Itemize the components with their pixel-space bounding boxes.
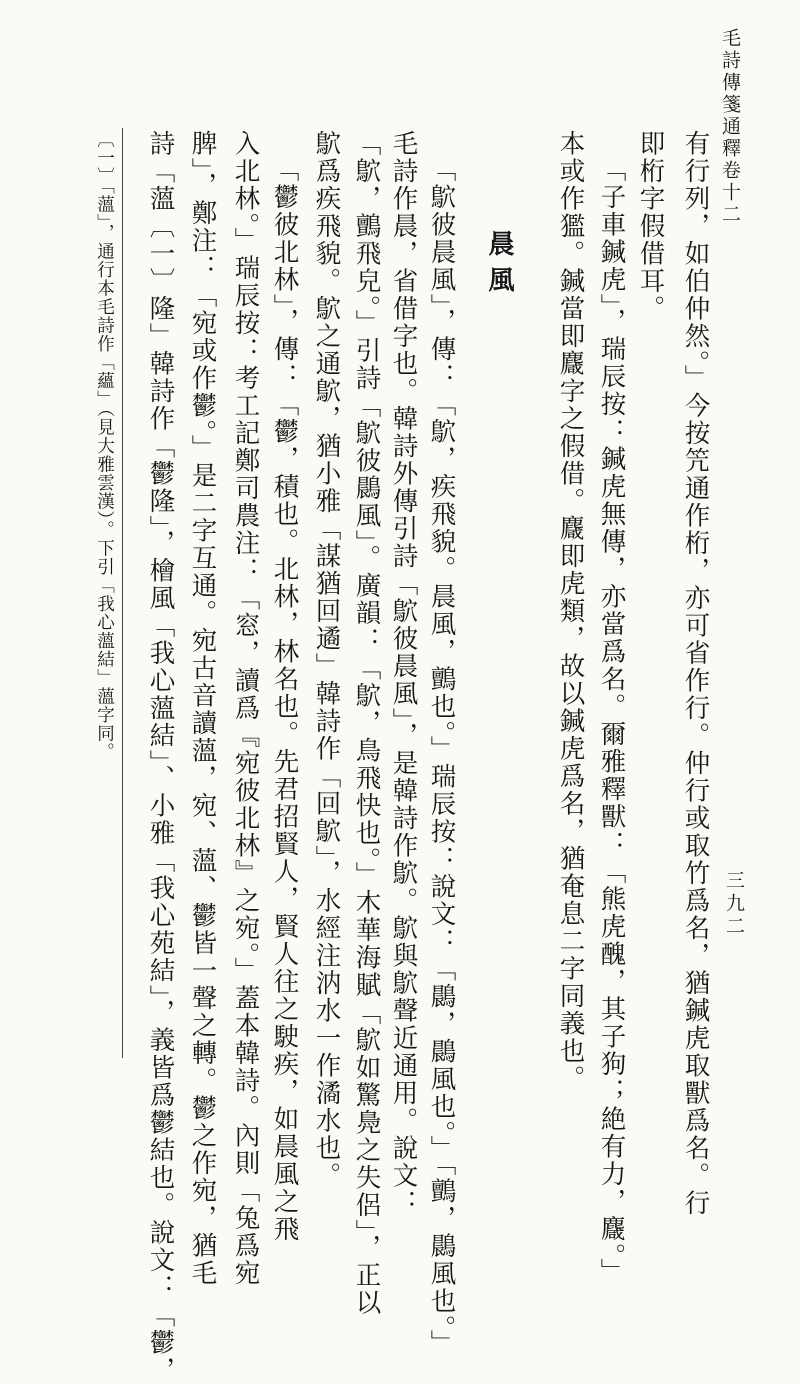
text-column-10: 入北林。」瑞辰按：考工記鄭司農注：「窓，讀爲『宛彼北林』之宛。」蓋本韓詩。內則「兔爲宛	[230, 130, 261, 1287]
text-column-2: 即桁字假借耳。	[635, 130, 666, 323]
footnote: 〔一〕「薀」，通行本毛詩作「蘊」（見大雅雲漢）。下引「我心薀結」薀字同。	[94, 130, 115, 761]
text-column-4: 本或作㺝。鍼當即麙字之假借。麙即虎類，故以鍼虎爲名，猶奄息二字同義也。	[555, 130, 586, 1093]
section-title: 晨風	[484, 230, 514, 302]
text-column-8: 鴥爲疾飛貌。鴥之通鴥，猶小雅「謀猶回遹」韓詩作「回鴥」，水經注汭水一作潏水也。	[311, 130, 342, 1190]
text-column-6: 毛詩作晨，省借字也。韓詩外傳引詩「鴥彼晨風」，是韓詩作鴥。鴥與鴥聲近通用。說文：	[388, 130, 419, 1218]
text-column-9: 「鬱彼北林」，傳：「鬱，積也。北林，林名也。先君招賢人，賢人往之駛疾，如晨風之飛	[269, 156, 300, 1244]
running-title: 毛詩傳箋通釋卷十二	[719, 28, 741, 226]
text-column-12: 詩「薀〔一〕隆」韓詩作「鬱隆」，檜風「我心薀結」、小雅「我心苑結」，義皆爲鬱結也。說文：「鬱，	[145, 130, 176, 1384]
text-column-11: 脾」，鄭注：「宛或作鬱。」是二字互通。宛古音讀薀，宛、薀、鬱皆一聲之轉。鬱之作宛，猶毛	[187, 130, 218, 1287]
text-column-3: 「子車鍼虎」，瑞辰按：鍼虎無傳，亦當爲名。爾雅釋獸：「熊虎醜，其子狗；絶有力，麙。」	[596, 156, 627, 1286]
text-column-5: 「鴥彼晨風」，傳：「鴥，疾飛貌。晨風，鸇也。」瑞辰按：說文：「鷐，鷐風也。」「鸇，鷐風也。」	[426, 156, 457, 1358]
footnote-divider	[122, 128, 123, 1058]
text-column-1: 有行列，如伯仲然。」今按笐通作桁，亦可省作行。仲行或取竹爲名，猶鍼虎取獸爲名。行	[680, 130, 711, 1218]
text-column-7: 「鴥，鸇飛皃。」引詩「鴥彼鷐風」。廣韻：「鴥，鳥飛快也。」木華海賦「鴥如驚鳧之失侶」，正以	[351, 130, 382, 1317]
page-number: 三九二	[723, 870, 745, 939]
